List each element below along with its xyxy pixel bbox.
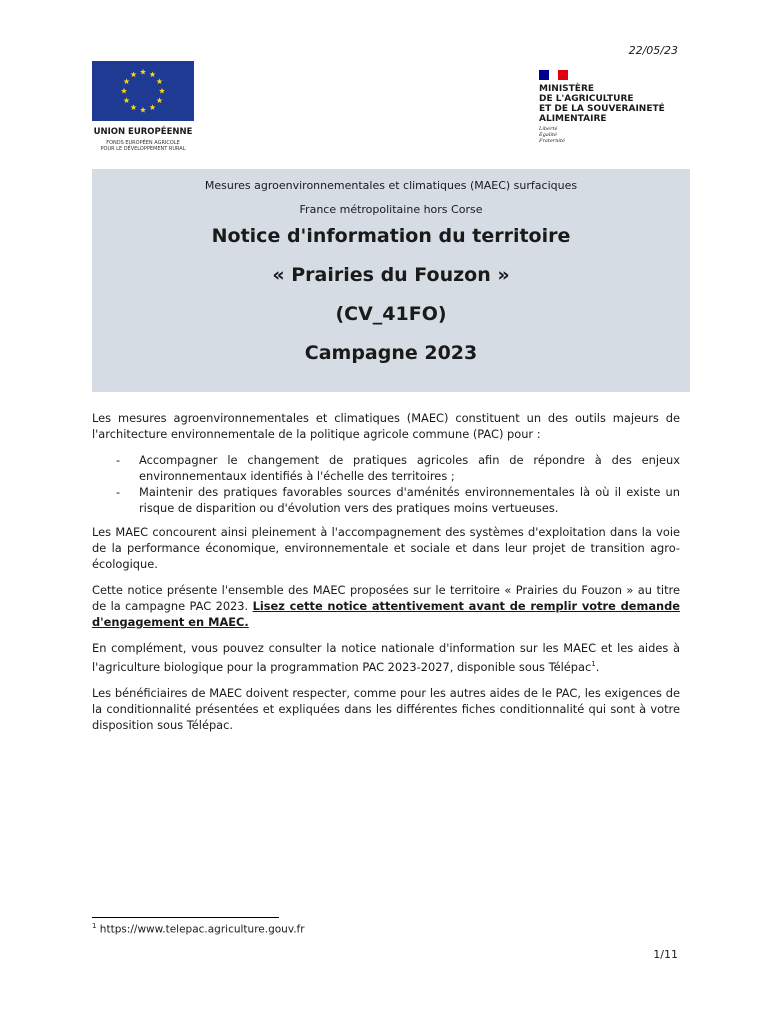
campaign-year: Campagne 2023: [304, 342, 478, 364]
eu-logo: [92, 61, 194, 152]
territory-code: (CV_41FO): [335, 303, 447, 325]
eu-fund-line2: POUR LE DÉVELOPPEMENT RURAL: [100, 146, 186, 152]
footnote-link[interactable]: https://www.telepac.agriculture.gouv.fr: [96, 923, 305, 936]
motto-liberte: Liberté: [539, 126, 558, 132]
eu-title: UNION EUROPÉENNE: [93, 127, 193, 137]
eu-fund-line1: FONDS EUROPÉEN AGRICOLE: [106, 140, 180, 146]
warning-emphasis: Lisez cette notice attentivement avant de remplir votre demande d'engagement en MAEC.: [92, 599, 681, 629]
ministry-logo: [539, 70, 689, 144]
paragraph-beneficiaries: Les bénéficiaires de MAEC doivent respecter, comme pour les autres aides de le PAC, les exigences de la conditionnalité présentées et expliquées dans les différentes fiches conditionnalité qui sont à votre disposition sous Télépac.: [92, 685, 680, 732]
list-item: - Maintenir des pratiques favorables sources d'aménités environnementales là où il existe un risque de disparition ou d'évolution vers des pratiques moins vertueuses.: [116, 485, 680, 515]
french-flag-icon: [539, 70, 568, 80]
ministry-line3: ET DE LA SOUVERAINETÉ: [539, 104, 665, 114]
document-date: 22/05/23: [628, 44, 678, 57]
ministry-line2: DE L'AGRICULTURE: [539, 94, 634, 104]
ministry-line1: MINISTÈRE: [539, 84, 595, 94]
eu-flag-icon: [92, 61, 194, 121]
footnote: $^1$ https://www.telepac.agriculture.gouv.fr: [92, 922, 305, 936]
page-number: 1/11: [653, 948, 678, 961]
list-item: - Accompagner le changement de pratiques agricoles afin de répondre à des enjeux environnementaux identifiés à l'échelle des territoires ;: [116, 453, 680, 483]
region-subtitle: France métropolitaine hors Corse: [299, 203, 483, 216]
territory-name: « Prairies du Fouzon »: [272, 264, 510, 286]
paragraph-complement: En complément, vous pouvez consulter la notice nationale d'information sur les MAEC et les aides à l'agriculture biologique pour la programmation PAC 2023-2027, disponible sous Télépac$^1$.: [92, 641, 680, 674]
motto-fraternite: Fraternité: [539, 138, 565, 144]
document-title: Notice d'information du territoire: [211, 225, 571, 247]
title-box: [92, 169, 690, 392]
measures-subtitle: Mesures agroenvironnementales et climatiques (MAEC) surfaciques: [204, 179, 578, 192]
paragraph-contribution: Les MAEC concourent ainsi pleinement à l'accompagnement des systèmes d'exploitation dans la voie de la performance économique, environnementale et sociale et dans leur projet de transition agro-écologique.: [92, 525, 680, 571]
paragraph-notice: Cette notice présente l'ensemble des MAEC proposées sur le territoire « Prairies du Fouzon » au titre de la campagne PAC 2023. Lisez cette notice attentivement avant de remplir votre demande d'engagement en MAEC.: [92, 583, 681, 629]
footnote-divider: [92, 917, 279, 918]
body-text: [92, 410, 680, 743]
footnote-ref[interactable]: 1: [591, 660, 596, 668]
ministry-line4: ALIMENTAIRE: [539, 114, 607, 124]
paragraph-intro: Les mesures agroenvironnementales et climatiques (MAEC) constituent un des outils majeurs de l'architecture environnementale de la politique agricole commune (PAC) pour :: [92, 411, 680, 441]
motto-egalite: Égalité: [539, 132, 557, 138]
bullet-list: [92, 452, 680, 516]
